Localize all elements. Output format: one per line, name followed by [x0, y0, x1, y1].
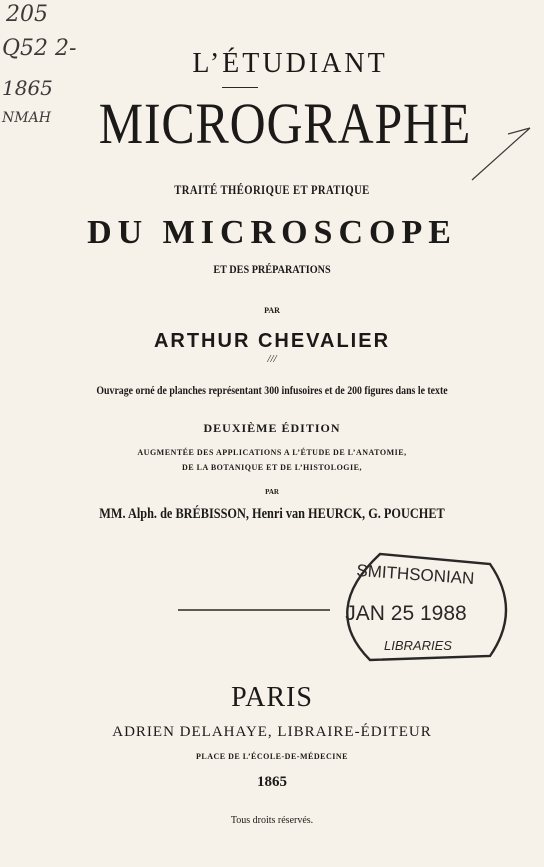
title-main: MICROGRAPHE: [98, 91, 472, 156]
title-subject: DU MICROSCOPE: [87, 214, 457, 251]
author-marks: ///: [267, 353, 277, 365]
stamp-date: JAN 25 1988: [345, 602, 467, 625]
title-pre: L’ÉTUDIANT: [192, 48, 388, 79]
editors-names: MM. Alph. de BRÉBISSON, Henri van HEURCK, G. POUCHET: [99, 506, 445, 522]
handwritten-note-year: 1865: [2, 76, 53, 100]
imprint-publisher: ADRIEN DELAHAYE, LIBRAIRE-ÉDITEUR: [112, 724, 432, 740]
imprint-place: PLACE DE L’ÉCOLE-DE-MÉDECINE: [196, 752, 348, 761]
edition-label: DEUXIÈME ÉDITION: [203, 421, 341, 435]
imprint-rights: Tous droits réservés.: [230, 815, 314, 826]
title-subject-sub: ET DES PRÉPARATIONS: [213, 262, 331, 276]
library-stamp: [170, 548, 520, 668]
imprint-city: PARIS: [231, 682, 313, 713]
stamp-top: SMITHSONIAN: [355, 560, 475, 589]
author-par: PAR: [264, 306, 280, 315]
handwritten-note-callnumber: Q52 2-: [2, 36, 77, 61]
title-subtitle: TRAITÉ THÉORIQUE ET PRATIQUE: [174, 182, 370, 197]
stamp-bottom: LIBRARIES: [384, 638, 452, 653]
pencil-strike-mark: [0, 0, 544, 200]
handwritten-note-collection: NMAH: [2, 110, 51, 126]
editors-par: PAR: [265, 488, 279, 496]
book-description: Ouvrage orné de planches représentant 300 infusoires et de 200 figures dans le texte: [96, 383, 448, 397]
imprint-year: 1865: [257, 774, 287, 790]
handwritten-note-shelfmark: 205: [6, 2, 48, 27]
author-name: ARTHUR CHEVALIER: [153, 330, 391, 352]
edition-augmented-line2: DE LA BOTANIQUE ET DE L’HISTOLOGIE,: [182, 463, 362, 472]
edition-augmented-line1: AUGMENTÉE DES APPLICATIONS A L’ÉTUDE DE L’ANATOMIE,: [137, 448, 407, 457]
